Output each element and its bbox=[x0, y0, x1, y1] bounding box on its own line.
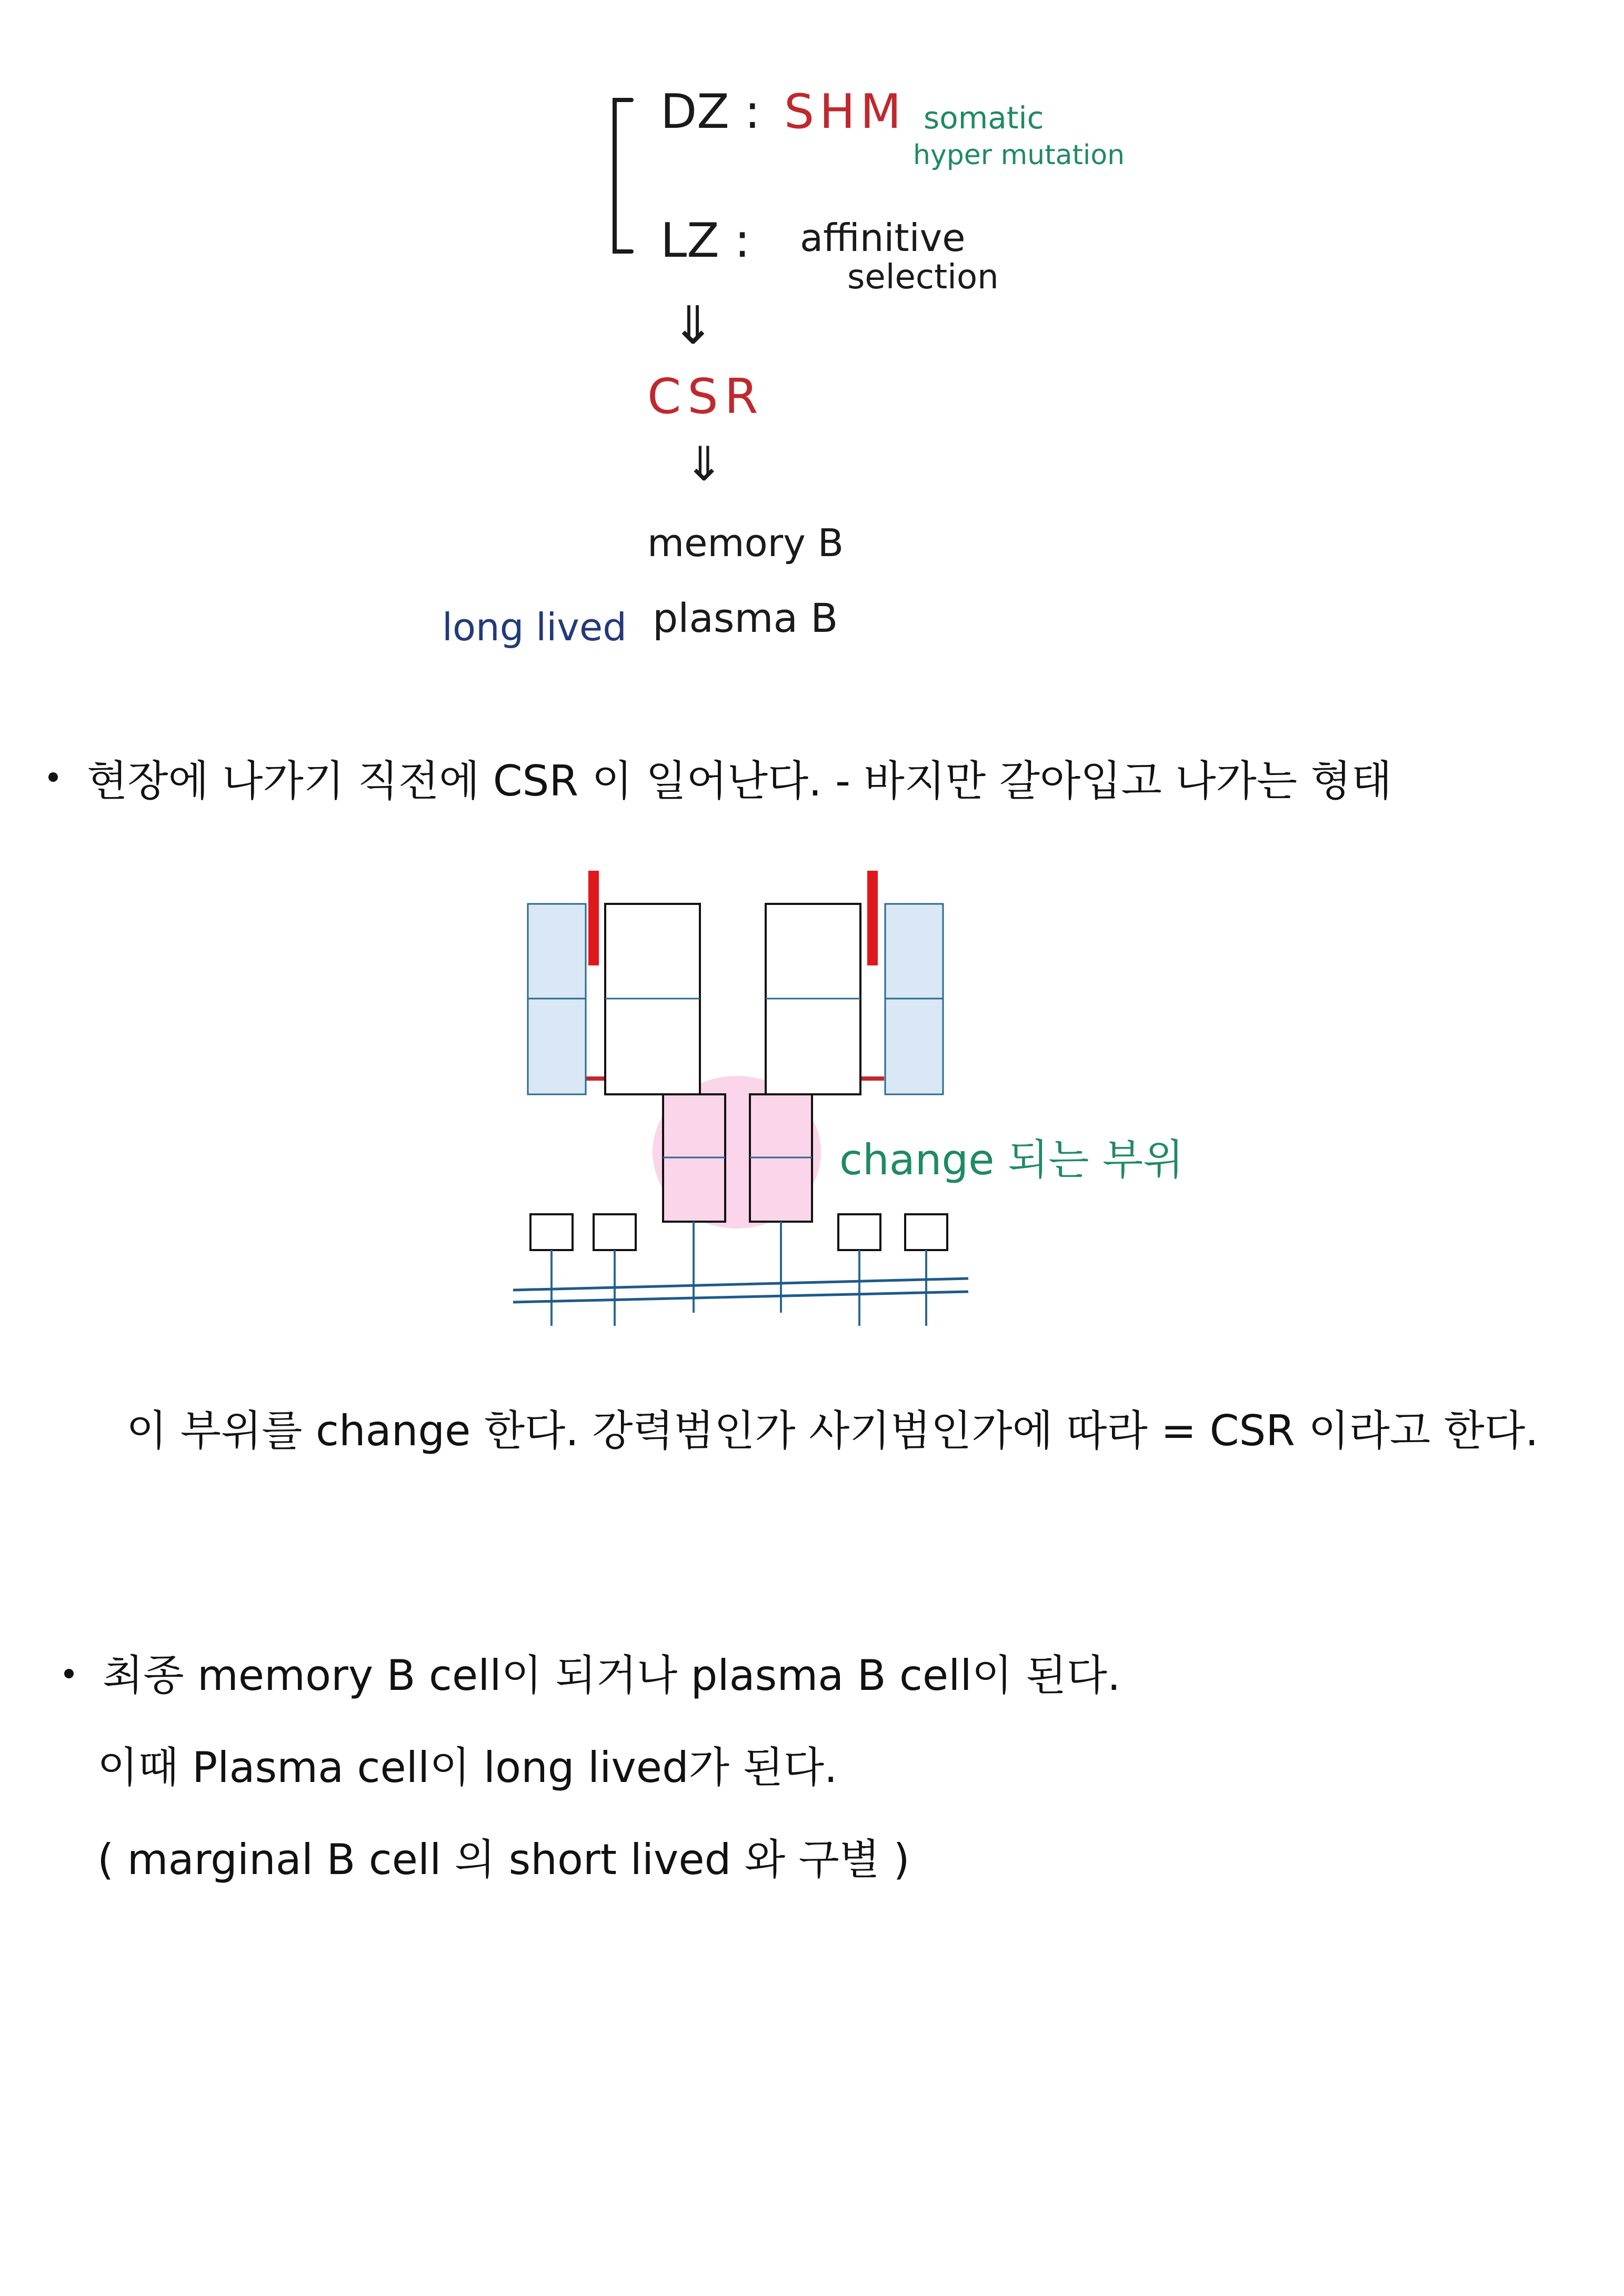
lz-value-selection: selection bbox=[847, 258, 999, 297]
dz-note-hyper-mutation: hyper mutation bbox=[913, 139, 1125, 171]
dz-value-shm: SHM bbox=[784, 84, 907, 139]
bullet-2-line-2: 이때 Plasma cell이 long lived가 된다. bbox=[97, 1743, 838, 1792]
receptor-square-2 bbox=[594, 1214, 636, 1250]
membrane-line-bottom bbox=[513, 1292, 968, 1302]
dz-note-somatic: somatic bbox=[924, 100, 1044, 136]
lz-label: LZ : bbox=[660, 213, 750, 268]
bullet-2-line-3: ( marginal B cell 의 short lived 와 구별 ) bbox=[97, 1835, 910, 1884]
bullet-2-line-1: 최종 memory B cell이 되거나 plasma B cell이 된다. bbox=[103, 1651, 1121, 1700]
change-region-label: change 되는 부위 bbox=[839, 1135, 1184, 1184]
membrane-line-top bbox=[513, 1278, 968, 1290]
receptor-square-1 bbox=[530, 1214, 573, 1250]
arrow-down-1: ⇓ bbox=[671, 295, 715, 356]
bullet-2-dot bbox=[64, 1669, 74, 1678]
diagram-caption: 이 부위를 change 한다. 강력범인가 사기범인가에 따라 = CSR 이라고 한다. bbox=[126, 1406, 1539, 1455]
receptor-square-3 bbox=[838, 1214, 880, 1250]
dz-label: DZ : bbox=[660, 84, 760, 139]
plasma-b-label: plasma B bbox=[653, 595, 838, 641]
arrow-down-2: ⇓ bbox=[684, 437, 724, 492]
right-red-bar bbox=[867, 871, 878, 965]
receptor-square-4 bbox=[905, 1214, 947, 1250]
lz-value-affinitive: affinitive bbox=[800, 216, 966, 260]
bullet-1-text: 현장에 나가기 직전에 CSR 이 일어난다. - 바지만 갈아입고 나가는 형태 bbox=[87, 757, 1392, 805]
memory-b-label: memory B bbox=[647, 521, 844, 565]
long-lived-label: long lived bbox=[442, 605, 627, 649]
csr-label: CSR bbox=[647, 368, 765, 425]
left-red-bar bbox=[588, 871, 599, 965]
